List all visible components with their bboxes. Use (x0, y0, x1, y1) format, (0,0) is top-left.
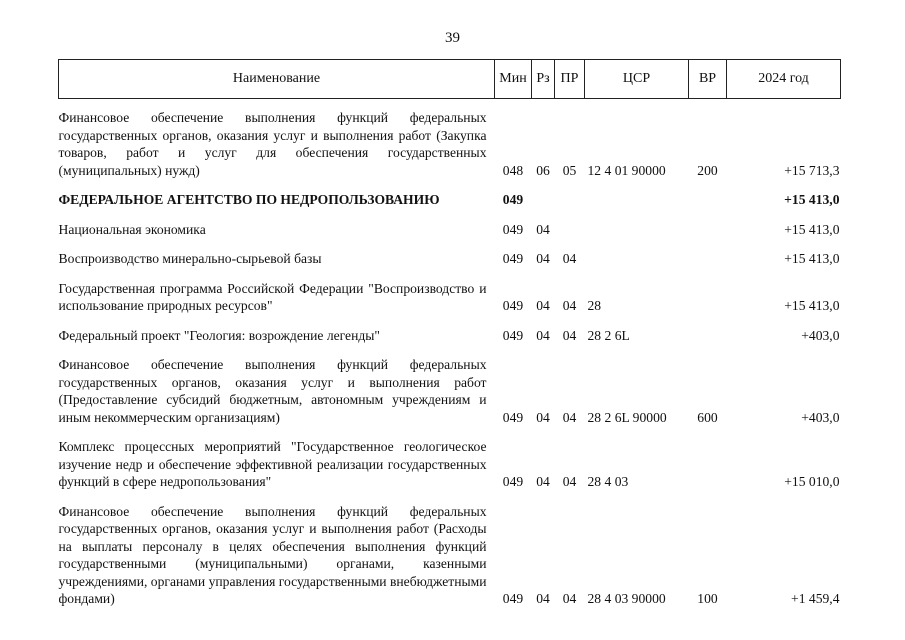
row-rz: 04 (536, 474, 550, 489)
spacer-row (59, 344, 841, 356)
table-row (59, 191, 841, 209)
header-year: 2024 год (727, 60, 841, 99)
row-name: Финансовое обеспечение выполнения функций федеральных государственных органов, оказания услуг и выполнения работ (Расходы на выплаты персоналу в целях обеспечения выполнения функций государственными (муниципальными) органами, казенными учреждениями, органами управления государственными внебюджетными фондами) (58, 503, 487, 606)
row-amount: +1 459,4 (791, 591, 840, 606)
row-name: Федеральный проект "Геология: возрождение легенды" (58, 327, 380, 343)
row-vr: 100 (697, 591, 718, 606)
row-csr: 12 4 01 90000 (587, 162, 666, 178)
spacer-row (59, 209, 841, 221)
header-rz: Рз (532, 60, 555, 99)
row-vr (689, 280, 727, 315)
row-name: Финансовое обеспечение выполнения функций федеральных государственных органов, оказания услуг и выполнения работ (Предоставление субсидий бюджетным, автономным учреждениям и иным некоммерческим организациям) (58, 357, 487, 425)
row-min: 049 (502, 192, 524, 207)
row-amount: +403,0 (801, 409, 840, 425)
table-header-row (59, 60, 841, 99)
row-amount: +15 713,3 (784, 162, 840, 178)
row-pr (555, 191, 585, 209)
row-vr (689, 250, 727, 268)
row-amount: +15 413,0 (784, 251, 840, 266)
spacer-row (59, 179, 841, 191)
page-number: 39 (445, 30, 460, 46)
row-amount: +15 413,0 (784, 298, 840, 313)
header-vr: ВР (689, 60, 727, 99)
row-rz: 06 (536, 162, 550, 178)
row-csr (585, 250, 689, 268)
row-min: 049 (502, 221, 524, 237)
row-name: Финансовое обеспечение выполнения функций федеральных государственных органов, оказания услуг и выполнения работ (Закупка товаров, работ и услуг для обеспечения государственных (муниципальных) нужд) (58, 110, 487, 178)
spacer-row (59, 99, 841, 110)
row-csr: 28 (587, 298, 602, 313)
row-min: 049 (502, 591, 524, 606)
row-csr: 28 2 6L (587, 327, 630, 343)
header-csr: ЦСР (585, 60, 689, 99)
row-min: 049 (502, 327, 524, 343)
row-min: 049 (502, 298, 524, 313)
row-name: Национальная экономика (58, 221, 206, 237)
row-csr (585, 221, 689, 239)
row-pr: 04 (562, 251, 577, 266)
table-row (59, 221, 841, 239)
row-rz: 04 (536, 409, 550, 425)
row-amount: +403,0 (801, 327, 840, 343)
spacer-row (59, 426, 841, 438)
table-row (59, 503, 841, 608)
row-csr: 28 4 03 (587, 474, 629, 489)
row-vr (689, 221, 727, 239)
row-name: Воспроизводство минерально-сырьевой базы (58, 251, 322, 266)
row-min: 049 (502, 251, 524, 266)
row-name: Комплекс процессных мероприятий "Государственное геологическое изучение недр и обеспечение эффективной реализации государственных функций в сфере недропользования" (58, 439, 487, 489)
row-min: 049 (502, 474, 524, 489)
row-min: 049 (502, 409, 524, 425)
row-pr: 04 (562, 298, 577, 313)
header-pr: ПР (555, 60, 585, 99)
row-name: ФЕДЕРАЛЬНОЕ АГЕНТСТВО ПО НЕДРОПОЛЬЗОВАНИЮ (58, 192, 440, 207)
row-rz: 04 (536, 221, 550, 237)
row-rz: 04 (536, 327, 550, 343)
row-amount: +15 413,0 (784, 221, 840, 237)
table-row (59, 438, 841, 491)
row-min: 048 (502, 162, 524, 178)
row-rz: 04 (536, 298, 550, 313)
row-vr (689, 438, 727, 491)
header-name: Наименование (59, 60, 495, 99)
table-row (59, 356, 841, 426)
row-amount: +15 010,0 (784, 474, 840, 489)
header-min: Мин (495, 60, 532, 99)
row-rz: 04 (536, 251, 550, 266)
row-pr: 05 (562, 162, 577, 178)
row-vr: 600 (697, 409, 718, 425)
row-pr: 04 (562, 474, 577, 489)
table-row (59, 109, 841, 179)
row-name: Государственная программа Российской Федерации "Воспроизводство и использование природных ресурсов" (58, 280, 487, 313)
row-csr: 28 2 6L 90000 (587, 409, 667, 425)
row-vr: 200 (697, 162, 718, 178)
table-row (59, 250, 841, 268)
row-pr: 04 (562, 591, 577, 606)
row-amount: +15 413,0 (784, 192, 840, 207)
row-vr (689, 191, 727, 209)
spacer-row (59, 315, 841, 327)
row-pr: 04 (562, 409, 577, 425)
row-csr: 28 4 03 90000 (587, 591, 666, 606)
row-pr: 04 (562, 327, 577, 343)
row-csr (585, 191, 689, 209)
spacer-row (59, 238, 841, 250)
table-row (59, 280, 841, 315)
row-rz: 04 (536, 591, 550, 606)
spacer-row (59, 491, 841, 503)
spacer-row (59, 268, 841, 280)
table-row (59, 327, 841, 345)
row-pr (555, 221, 585, 239)
row-vr (689, 327, 727, 345)
budget-table (58, 59, 841, 608)
row-rz (532, 191, 555, 209)
